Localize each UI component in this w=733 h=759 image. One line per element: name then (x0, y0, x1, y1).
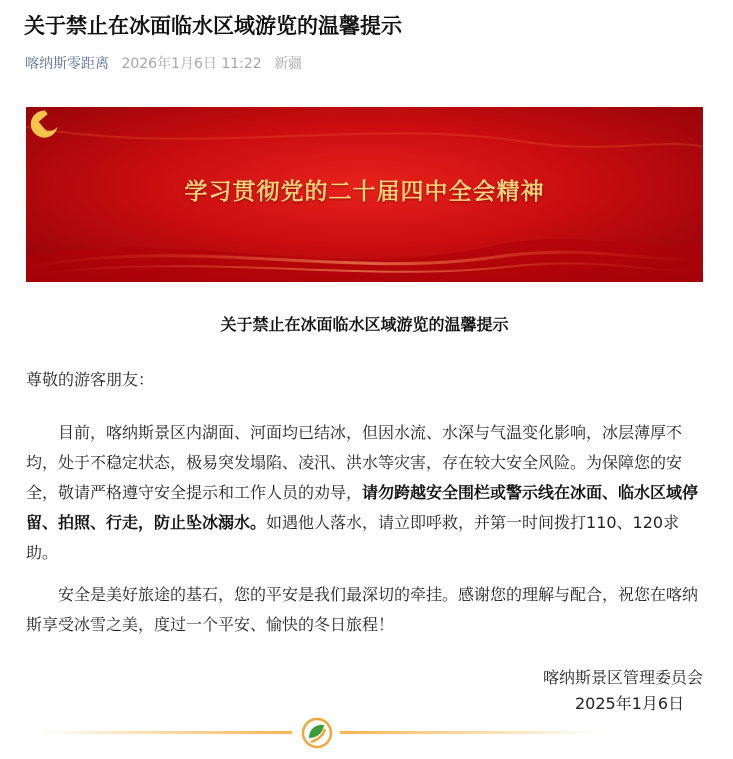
article-meta (25, 54, 302, 74)
hammer-sickle-icon (26, 107, 62, 143)
notice-end-text: 如遇他人落水，请立即呼救，并第一时间拨打110、120求助。 (26, 513, 680, 562)
notice-warning-bold: 请勿跨越安全围栏或警示线在冰面、临水区域停留、拍照、行走，防止坠冰溺水。 (26, 483, 699, 532)
paragraph-notice (26, 418, 705, 568)
account-name-link[interactable]: 喀纳斯零距离 (25, 56, 109, 72)
leaf-emblem-icon (297, 716, 337, 750)
notice-intro-text: 目前，喀纳斯景区内湖面、河面均已结冰，但因水流、水深与气温变化影响，冰层薄厚不均，处于不稳定状态，极易突发塌陷、凌汛、洪水等灾害，存在较大安全风险。为保障您的安全，敬请严格遵守安全提示和工作人员的劝导， (26, 423, 683, 502)
divider-line-left (36, 731, 292, 734)
signature-date: 2025年1月6日 (575, 694, 685, 713)
banner-image (26, 107, 703, 282)
banner-slogan: 学习贯彻党的二十届四中全会精神 (184, 178, 545, 205)
content-title: 关于禁止在冰面临水区域游览的温馨提示 (220, 315, 509, 334)
divider-line-right (340, 731, 604, 734)
signature: 喀纳斯景区管理委员会 (542, 668, 703, 687)
paragraph-wishes: 安全是美好旅途的基石，您的平安是我们最深切的牵挂。感谢您的理解与配合，祝您在喀纳斯享受冰雪之美，度过一个平安、愉快的冬日旅程！ (26, 585, 699, 634)
article-title: 关于禁止在冰面临水区域游览的温馨提示 (24, 14, 402, 38)
greeting: 尊敬的游客朋友： (26, 370, 155, 389)
publish-region: 新疆 (274, 56, 303, 72)
publish-datetime: 2026年1月6日 11:22 (121, 56, 262, 72)
